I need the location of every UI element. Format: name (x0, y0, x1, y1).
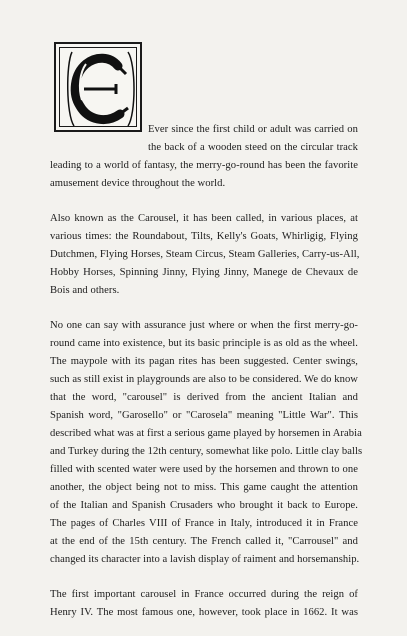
drop-cap-ornament (54, 42, 142, 132)
paragraph-2-line-5: Bois and others. (50, 285, 120, 296)
paragraph-3-line-7: described what was at first a serious game played by horsemen in Arabia (50, 428, 362, 439)
paragraph-3-line-14: changed its character into a lavish display of raiment and horsemanship. (50, 554, 360, 565)
paragraph-4-line-1: The first important carousel in France occurred during the reign of (50, 589, 358, 600)
paragraph-1-line-4: amusement device throughout the world. (50, 178, 226, 189)
paragraph-1-line-3: leading to a world of fantasy, the merry-go-round has been the favorite (50, 160, 358, 171)
paragraph-3-line-12: The pages of Charles VIII of France in Italy, introduced it in France (50, 518, 358, 529)
paragraph-2-line-1: Also known as the Carousel, it has been called, in various places, at (50, 213, 358, 224)
paragraph-3-line-3: The maypole with its pagan rites has been suggested. Center swings, (50, 356, 358, 367)
paragraph-3-line-5: that the word, "carousel" is derived from the ancient Italian and (50, 392, 358, 403)
paragraph-3-line-13: at the end of the 15th century. The French called it, "Carrousel" and (50, 536, 358, 547)
paragraph-3-line-11: of the Italian and Spanish Crusaders who brought it back to Europe. (50, 500, 358, 511)
drop-cap-letter-e-icon (56, 44, 144, 134)
paragraph-3-line-10: another, the object being not to miss. This game caught the attention (50, 482, 358, 493)
paragraph-3-line-6: Spanish word, "Garosello" or "Carosela" meaning "Little War". This (50, 410, 358, 421)
paragraph-2-line-4: Hobby Horses, Spinning Jinny, Flying Jinny, Manege de Chevaux de (50, 267, 358, 278)
paragraph-2-line-3: Dutchmen, Flying Horses, Steam Circus, Steam Galleries, Carry-us-All, (50, 249, 360, 260)
paragraph-1-line-2: the back of a wooden steed on the circular track (148, 142, 358, 153)
paragraph-2-line-2: various times: the Roundabout, Tilts, Kelly's Goats, Whirligig, Flying (50, 231, 358, 242)
paragraph-3-line-1: No one can say with assurance just where or when the first merry-go- (50, 320, 358, 331)
paragraph-3-line-2: round came into existence, but its basic principle is as old as the wheel. (50, 338, 358, 349)
paragraph-3-line-4: such as still exist in playgrounds are also to be considered. We do know (50, 374, 358, 385)
paragraph-3-line-8: and Turkey during the 12th century, somewhat like polo. Little clay balls (50, 446, 363, 457)
paragraph-3-line-9: filled with scented water were used by the horsemen and thrown to one (50, 464, 358, 475)
paragraph-4-line-2: Henry IV. The most famous one, however, took place in 1662. It was (50, 607, 358, 618)
paragraph-1-line-1: Ever since the first child or adult was carried on (148, 124, 358, 135)
